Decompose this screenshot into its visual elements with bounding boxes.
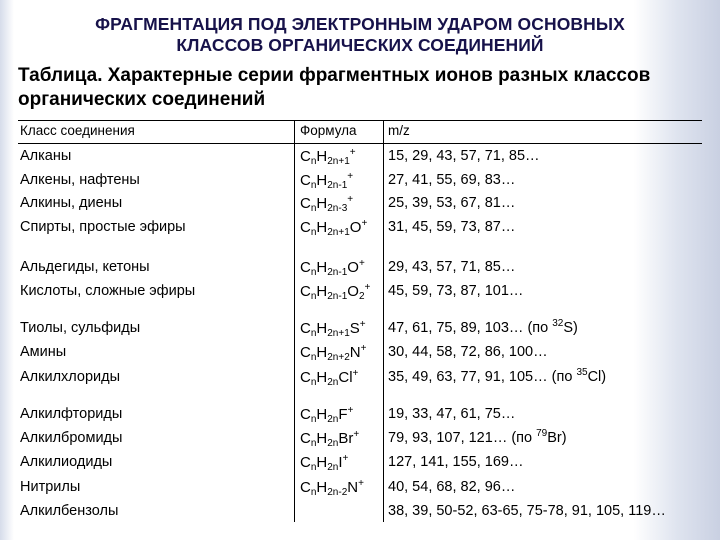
row-formula: [300, 454, 348, 471]
slide-title: [20, 14, 700, 56]
row-class-name: Алкилиодиды: [20, 454, 113, 470]
row-formula: [300, 344, 366, 361]
formula-charge: +: [347, 405, 354, 416]
formula-subscript: n: [310, 203, 317, 214]
formula-subscript: n: [310, 180, 317, 191]
isotope-mass: 79: [536, 428, 548, 439]
row-formula: [300, 283, 370, 300]
row-class-name: Алкины, диены: [20, 195, 123, 211]
formula-subscript: n: [310, 438, 317, 449]
formula-symbol: C: [300, 454, 311, 471]
formula-charge: +: [360, 343, 367, 354]
row-mz-values: 45, 59, 73, 87, 101…: [388, 283, 524, 299]
formula-symbol: C: [300, 219, 311, 236]
row-class-name: Нитрилы: [20, 479, 81, 495]
row-formula: [300, 479, 364, 496]
formula-heteroatom: Cl: [338, 369, 353, 386]
row-formula: [300, 430, 359, 447]
column-divider-2: [383, 120, 384, 522]
mz-text: 79, 93, 107, 121… (по: [388, 430, 537, 446]
row-class-name: Кислоты, сложные эфиры: [20, 283, 196, 299]
formula-charge: +: [349, 147, 356, 158]
formula-symbol: H: [316, 344, 328, 361]
formula-heteroatom: N: [349, 344, 361, 361]
formula-subscript: n: [310, 291, 317, 302]
formula-charge: +: [359, 319, 366, 330]
formula-symbol: H: [316, 406, 328, 423]
formula-subscript: 2n-1: [327, 180, 348, 191]
formula-heteroatom: F: [338, 406, 348, 423]
row-mz-values: 29, 43, 57, 71, 85…: [388, 259, 516, 275]
formula-charge: +: [361, 218, 368, 229]
formula-symbol: C: [300, 344, 311, 361]
row-class-name: Алкилбромиды: [20, 430, 123, 446]
header-formula: Формула: [300, 123, 357, 138]
row-class-name: Алканы: [20, 148, 72, 164]
row-class-name: Алкилфториды: [20, 406, 123, 422]
row-class-name: Амины: [20, 344, 67, 360]
formula-subscript: 2n+1: [327, 156, 350, 167]
formula-symbol: H: [316, 259, 328, 276]
row-class-name: Алкилбензолы: [20, 503, 119, 519]
row-class-name: Спирты, простые эфиры: [20, 219, 186, 235]
mz-text: 35, 49, 63, 77, 91, 105… (по: [388, 369, 577, 385]
formula-subscript: 2n: [327, 414, 339, 425]
formula-charge: +: [358, 478, 364, 489]
row-class-name: Альдегиды, кетоны: [20, 259, 150, 275]
formula-subscript: n: [310, 227, 317, 238]
row-formula: [300, 320, 366, 337]
formula-symbol: H: [316, 195, 328, 212]
row-mz-values: [388, 320, 578, 336]
formula-subscript: n: [310, 156, 317, 167]
formula-subscript: 2n+2: [327, 352, 350, 363]
formula-subscript: n: [310, 377, 317, 388]
formula-subscript: n: [310, 462, 317, 473]
row-mz-values: 127, 141, 155, 169…: [388, 454, 524, 470]
formula-symbol: C: [300, 320, 311, 337]
formula-subscript: 2n: [327, 462, 339, 473]
formula-subscript: 2n: [327, 377, 339, 388]
row-mz-values: [388, 430, 567, 446]
formula-symbol: H: [316, 219, 328, 236]
isotope-element: Br): [547, 430, 567, 446]
formula-heteroatom: S: [349, 320, 360, 337]
row-mz-values: 30, 44, 58, 72, 86, 100…: [388, 344, 548, 360]
row-formula: [300, 369, 358, 386]
row-mz-values: 19, 33, 47, 61, 75…: [388, 406, 516, 422]
isotope-mass: 35: [576, 367, 588, 378]
formula-subscript: 2n-2: [327, 487, 348, 498]
table-caption: [18, 64, 708, 112]
formula-heteroatom: O: [347, 283, 359, 300]
formula-symbol: H: [316, 454, 328, 471]
formula-subscript: n: [310, 487, 317, 498]
formula-symbol: C: [300, 369, 311, 386]
formula-subscript: n: [310, 352, 317, 363]
formula-subscript: 2n-1: [327, 267, 348, 278]
formula-symbol: C: [300, 430, 311, 447]
formula-symbol: H: [316, 479, 328, 496]
formula-symbol: C: [300, 172, 311, 189]
formula-charge: +: [342, 453, 349, 464]
formula-subscript: 2n: [327, 438, 339, 449]
formula-symbol: C: [300, 283, 311, 300]
row-formula: [300, 219, 367, 236]
isotope-mass: 32: [552, 318, 564, 329]
formula-symbol: H: [316, 148, 328, 165]
formula-charge: +: [353, 429, 360, 440]
isotope-element: Cl): [587, 369, 607, 385]
title-line-1: ФРАГМЕНТАЦИЯ ПОД ЭЛЕКТРОННЫМ УДАРОМ ОСНОВНЫХ: [95, 14, 625, 34]
row-mz-values: 27, 41, 55, 69, 83…: [388, 172, 516, 188]
row-mz-values: 40, 54, 68, 82, 96…: [388, 479, 516, 495]
row-class-name: Алкены, нафтены: [20, 172, 140, 188]
formula-symbol: C: [300, 195, 311, 212]
formula-charge: +: [358, 258, 365, 269]
caption-line-2: органических соединений: [18, 89, 266, 110]
row-class-name: Алкилхлориды: [20, 369, 121, 385]
formula-heteroatom: N: [347, 479, 359, 496]
formula-subscript: 2n-1: [327, 291, 348, 302]
formula-symbol: C: [300, 148, 311, 165]
formula-charge: +: [352, 368, 359, 379]
formula-symbol: H: [316, 320, 328, 337]
formula-heteroatom: I: [338, 454, 343, 471]
formula-heteroatom: Br: [338, 430, 354, 447]
row-formula: [300, 195, 353, 212]
formula-subscript: 2n+1: [327, 227, 350, 238]
formula-subscript: n: [310, 267, 317, 278]
column-divider-1: [294, 120, 295, 522]
formula-symbol: C: [300, 479, 311, 496]
formula-subscript: n: [310, 414, 317, 425]
row-mz-values: 38, 39, 50-52, 63-65, 75-78, 91, 105, 119…: [388, 503, 666, 519]
formula-subscript: 2n+1: [327, 328, 350, 339]
formula-charge: +: [364, 282, 371, 293]
row-mz-values: 15, 29, 43, 57, 71, 85…: [388, 148, 540, 164]
formula-charge: +: [347, 171, 354, 182]
caption-line-1: Таблица. Характерные серии фрагментных ионов разных классов: [18, 65, 651, 86]
formula-symbol: H: [316, 369, 328, 386]
formula-symbol: H: [316, 430, 328, 447]
isotope-element: S): [563, 320, 578, 336]
formula-symbol: H: [316, 172, 328, 189]
formula-symbol: C: [300, 406, 311, 423]
title-line-2: КЛАССОВ ОРГАНИЧЕСКИХ СОЕДИНЕНИЙ: [176, 35, 544, 55]
row-mz-values: 31, 45, 59, 73, 87…: [388, 219, 516, 235]
header-mz: m/z: [388, 123, 410, 138]
header-class: Класс соединения: [20, 123, 135, 138]
row-formula: [300, 259, 365, 276]
formula-heteroatom: O: [347, 259, 359, 276]
formula-subscript: n: [310, 328, 317, 339]
formula-symbol: C: [300, 259, 311, 276]
row-formula: [300, 172, 353, 189]
formula-subscript: 2: [358, 291, 365, 302]
formula-heteroatom: O: [349, 219, 362, 236]
formula-subscript: 2n-3: [327, 203, 348, 214]
formula-symbol: H: [316, 283, 328, 300]
row-formula: [300, 148, 356, 165]
row-mz-values: 25, 39, 53, 67, 81…: [388, 195, 516, 211]
row-formula: [300, 406, 353, 423]
mz-text: 47, 61, 75, 89, 103… (по: [388, 320, 553, 336]
row-class-name: Тиолы, сульфиды: [20, 320, 141, 336]
row-mz-values: [388, 369, 606, 385]
formula-charge: +: [347, 194, 354, 205]
